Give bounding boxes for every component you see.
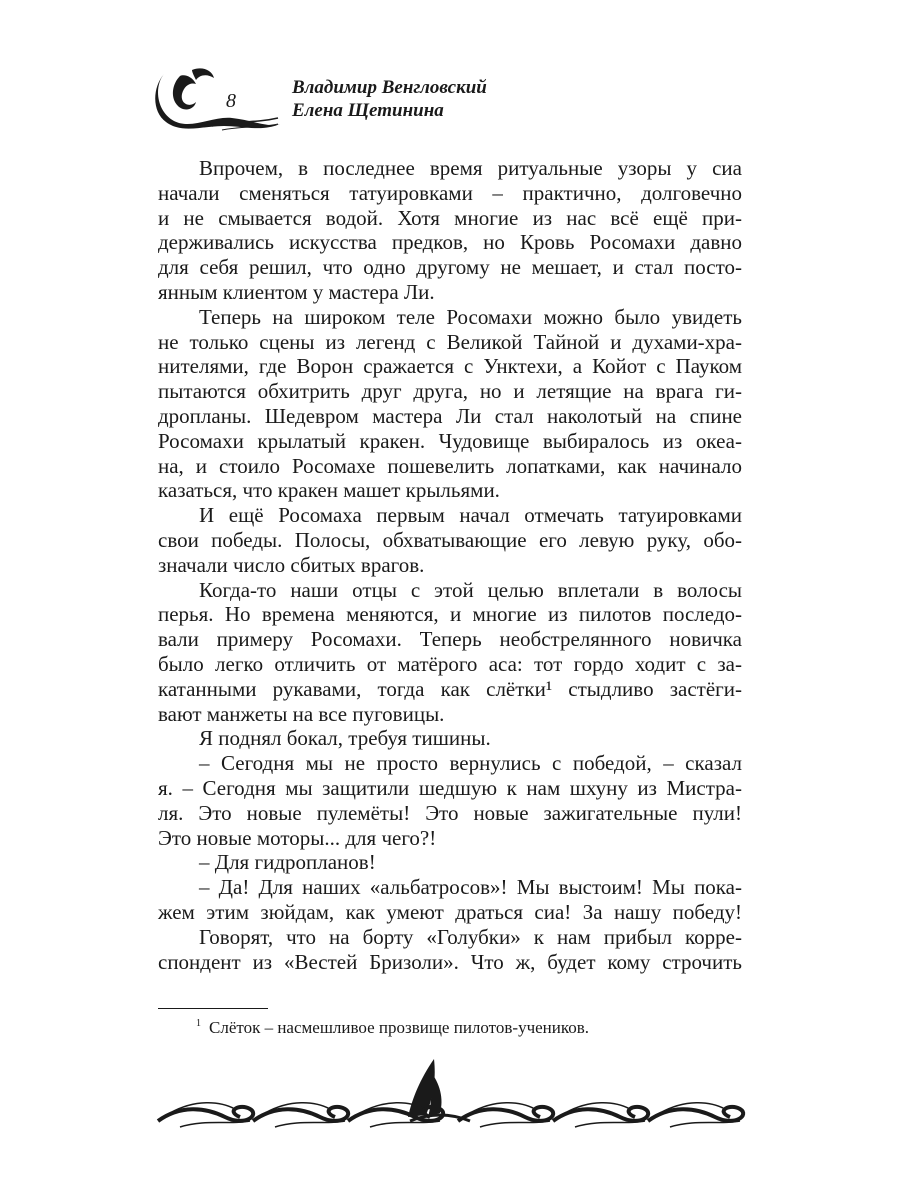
text-line: вали примеру Росомахи. Теперь необстрелянного новичка <box>158 627 742 652</box>
text-line: ля. Это новые пулемёты! Это новые зажигательные пули! <box>158 800 742 825</box>
text-line: значали число сбитых врагов. <box>158 552 425 577</box>
text-line: Теперь на широком теле Росомахи можно было увидеть <box>199 304 742 329</box>
text-line: – Да! Для наших «альбатросов»! Мы выстоим! Мы пока- <box>199 875 742 900</box>
text-line: и не смывается водой. Хотя многие из нас всё ещё при- <box>158 205 742 230</box>
text-line: казаться, что кракен машет крыльями. <box>158 478 500 503</box>
author-name: Владимир Венгловский <box>292 77 487 98</box>
text-line: вают манжеты на все пуговицы. <box>158 701 445 726</box>
footnote <box>196 1018 589 1038</box>
body-text <box>158 156 742 974</box>
text-line: – Сегодня мы не просто вернулись с победой, – сказал <box>199 751 742 776</box>
text-line: Говорят, что на борту «Голубки» к нам прибыл корре- <box>199 924 742 949</box>
text-line: для себя решил, что одно другому не мешает, и стал посто- <box>158 255 742 280</box>
page-number: 8 <box>226 90 236 112</box>
author-name: Елена Щетинина <box>292 100 444 121</box>
text-line: было легко отличить от матёрого аса: тот гордо ходит с за- <box>158 651 742 676</box>
text-line: я. – Сегодня мы защитили шедшую к нам шхуну из Мистра- <box>158 775 742 800</box>
text-line: Это новые моторы... для чего?! <box>158 825 437 850</box>
text-line: свои победы. Полосы, обхватывающие его левую руку, обо- <box>158 527 742 552</box>
text-line: пытаются обхитрить друг друга, но и летящие на врага ги- <box>158 379 742 404</box>
text-line: дропланы. Шедевром мастера Ли стал наколотый на спине <box>158 403 742 428</box>
text-line: начали сменяться татуировками – практично, долговечно <box>158 180 742 205</box>
running-header-authors <box>292 76 487 122</box>
text-line: И ещё Росомаха первым начал отмечать татуировками <box>199 503 742 528</box>
text-line: катанными рукавами, тогда как слётки¹ стыдливо застёги- <box>158 676 742 701</box>
text-line: на, и стоило Росомахе пошевелить лопатками, как начинало <box>158 453 742 478</box>
footnote-divider <box>158 1008 268 1009</box>
text-line: Росомахи крылатый кракен. Чудовище выбиралось из океа- <box>158 428 742 453</box>
sailboat-wave-ornament-icon <box>150 1055 750 1135</box>
text-line: янным клиентом у мастера Ли. <box>158 279 435 304</box>
text-line: перья. Но времена меняются, и многие из пилотов последо- <box>158 602 742 627</box>
wave-ornament-icon <box>152 66 282 136</box>
text-line: жем этим зюйдам, как умеют драться сиа! За нашу победу! <box>158 899 742 924</box>
text-line: – Для гидропланов! <box>199 850 376 875</box>
text-line: держивались искусства предков, но Кровь Росомахи давно <box>158 230 742 255</box>
text-line: Впрочем, в последнее время ритуальные узоры у сиа <box>199 156 742 180</box>
footnote-marker: 1 <box>196 1018 201 1030</box>
text-line: спондент из «Вестей Бризоли». Что ж, будет кому строчить <box>158 949 742 974</box>
text-line: не только сцены из легенд с Великой Тайной и духами-хра- <box>158 329 742 354</box>
text-line: Я поднял бокал, требуя тишины. <box>199 726 491 751</box>
footnote-text: Слёток – насмешливое прозвище пилотов-учеников. <box>209 1018 590 1037</box>
text-line: Когда-то наши отцы с этой целью вплетали в волосы <box>199 577 742 602</box>
text-line: нителями, где Ворон сражается с Унктехи, а Койот с Пауком <box>158 354 742 379</box>
